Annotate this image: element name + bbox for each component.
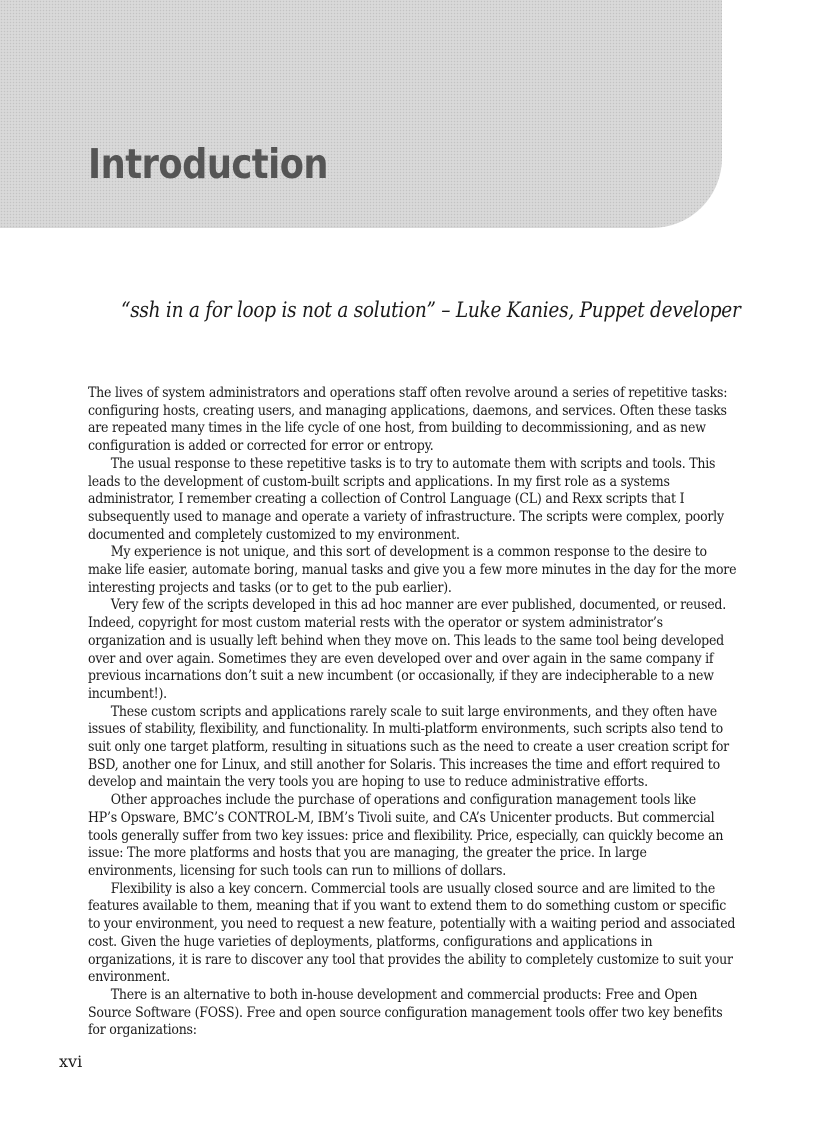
- body-line: HP’s Opsware, BMC’s CONTROL-M, IBM’s Tivoli suite, and CA’s Unicenter products. But commercial: [88, 809, 715, 826]
- body-line: leads to the development of custom-built scripts and applications. In my first role as a systems: [88, 473, 670, 490]
- body-line: to your environment, you need to request a new feature, potentially with a waiting period and associated: [88, 916, 736, 933]
- chapter-title: Introduction: [88, 140, 329, 188]
- body-line: features available to them, meaning that if you want to extend them to do something custom or specific: [88, 898, 727, 915]
- page-number: xvi: [59, 1052, 83, 1071]
- body-line: issue: The more platforms and hosts that you are managing, the greater the price. In large: [88, 845, 647, 862]
- body-line: for organizations:: [88, 1022, 197, 1039]
- body-line: Flexibility is also a key concern. Commercial tools are usually closed source and are limited to the: [110, 880, 716, 897]
- body-line: configuring hosts, creating users, and managing applications, daemons, and services. Often these tasks: [88, 402, 727, 419]
- body-line: environments, licensing for such tools can run to millions of dollars.: [88, 862, 506, 879]
- body-line: environment.: [88, 969, 170, 986]
- body-line: The lives of system administrators and operations staff often revolve around a series of repetitive tasks:: [88, 385, 728, 401]
- chapter-banner: [0, 0, 722, 228]
- body-line: Very few of the scripts developed in this ad hoc manner are ever published, documented, or reused.: [110, 597, 726, 614]
- body-line: The usual response to these repetitive tasks is to try to automate them with scripts and tools. This: [110, 455, 716, 472]
- body-line: organization and is usually left behind when they move on. This leads to the same tool being developed: [88, 632, 724, 649]
- body-line: BSD, another one for Linux, and still another for Solaris. This increases the time and effort required to: [88, 756, 720, 773]
- body-line: administrator, I remember creating a collection of Control Language (CL) and Rexx scripts that I: [88, 491, 685, 508]
- epigraph: “ssh in a for loop is not a solution” – Luke Kanies, Puppet developer: [121, 298, 741, 323]
- body-line: interesting projects and tasks (or to get to the pub earlier).: [88, 579, 452, 596]
- body-line: organizations, it is rare to discover any tool that provides the ability to completely customize to suit your: [88, 951, 733, 968]
- body-line: tools generally suffer from two key issues: price and flexibility. Price, especially, can quickly become an: [88, 827, 724, 844]
- body-line: issues of stability, flexibility, and functionality. In multi-platform environments, such scripts also tend to: [88, 721, 723, 738]
- body-line: Source Software (FOSS). Free and open source configuration management tools offer two key benefits: [88, 1004, 723, 1021]
- body-line: Other approaches include the purchase of operations and configuration management tools like: [110, 792, 696, 809]
- body-line: make life easier, automate boring, manual tasks and give you a few more minutes in the day for the more: [88, 562, 737, 579]
- body-line: suit only one target platform, resulting in situations such as the need to create a user creation script for: [88, 739, 729, 756]
- body-line: cost. Given the huge varieties of deployments, platforms, configurations and applications in: [88, 933, 653, 950]
- body-line: incumbent!).: [88, 685, 167, 702]
- body-line: over and over again. Sometimes they are even developed over and over again in the same company if: [88, 650, 714, 667]
- body-line: documented and completely customized to my environment.: [88, 526, 460, 543]
- body-line: My experience is not unique, and this sort of development is a common response to the desire to: [110, 544, 707, 561]
- body-line: There is an alternative to both in-house development and commercial products: Free and Open: [110, 986, 698, 1003]
- body-line: subsequently used to manage and operate a variety of infrastructure. The scripts were complex, poorly: [88, 508, 724, 525]
- body-line: configuration is added or corrected for error or entropy.: [88, 438, 434, 455]
- body-line: previous incarnations don’t suit a new incumbent (or occasionally, if they are indecipherable to a new: [88, 668, 714, 685]
- body-text: [88, 385, 737, 1040]
- body-line: Indeed, copyright for most custom material rests with the operator or system administrator’s: [88, 615, 663, 632]
- body-line: develop and maintain the very tools you are hoping to use to reduce administrative efforts.: [88, 774, 648, 791]
- body-line: These custom scripts and applications rarely scale to suit large environments, and they often have: [110, 703, 717, 720]
- body-line: are repeated many times in the life cycle of one host, from building to decommissioning, and as new: [88, 420, 706, 437]
